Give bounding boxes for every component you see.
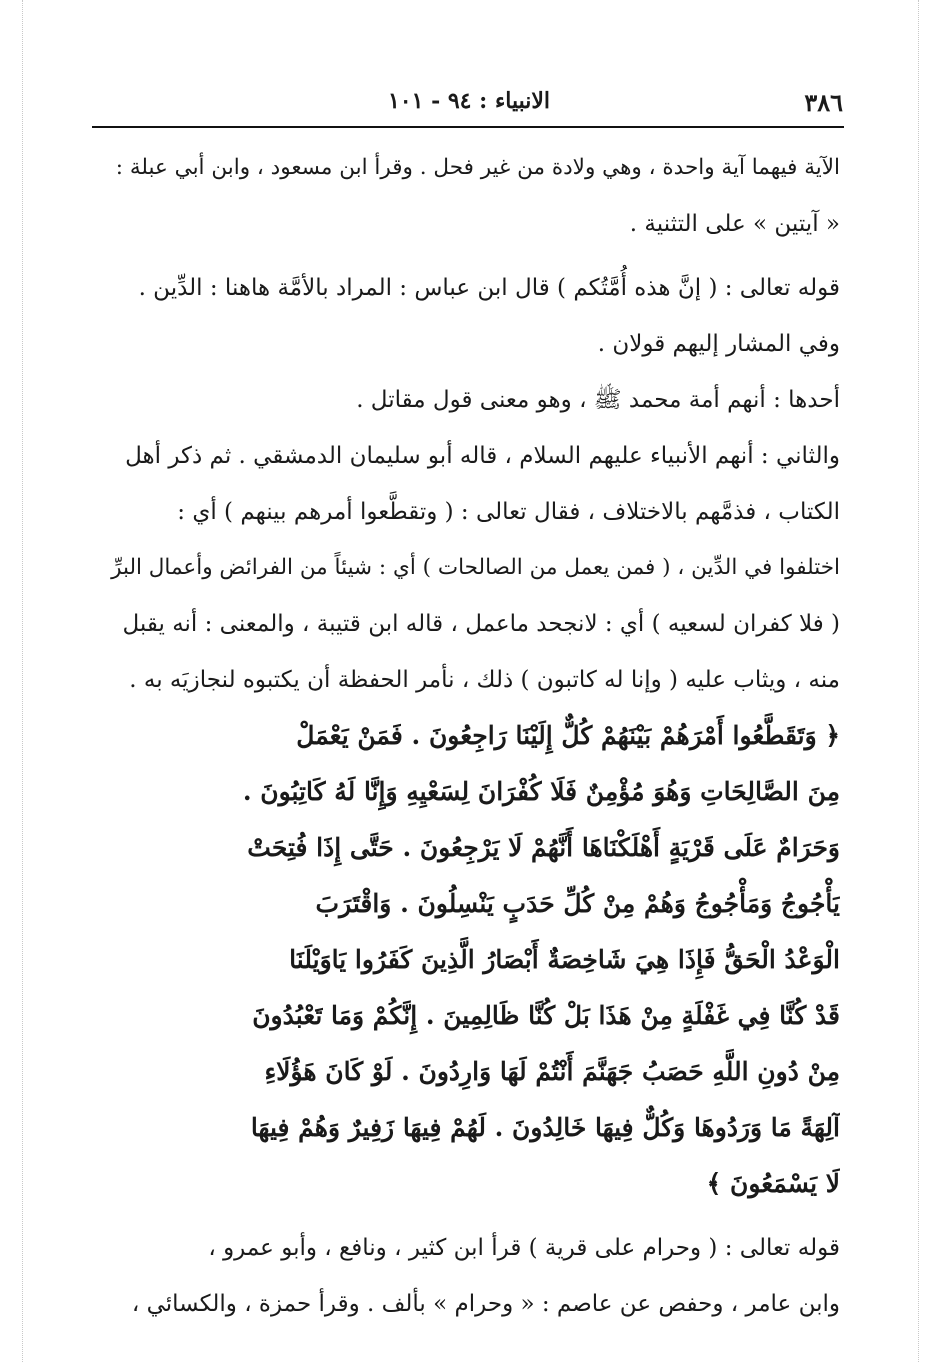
scan-edge-right: [918, 0, 919, 1362]
quran-verse-line: قَدْ كُنَّا فِي غَفْلَةٍ مِنْ هَذَا بَلْ كُنَّا ظَالِمِينَ . إِنَّكُمْ وَمَا تَعْبُدُونَ: [252, 1001, 840, 1030]
text-line: اختلفوا في الدِّين ، ( فمن يعمل من الصالحات ) أي : شيئاً من الفرائض وأعمال البرِّ: [111, 555, 840, 580]
quran-verse-line: آلِهَةً مَا وَرَدُوهَا وَكُلٌّ فِيهَا خَالِدُونَ . لَهُمْ فِيهَا زَفِيرٌ وَهُمْ فِيهَا: [250, 1113, 840, 1142]
text-line: والثاني : أنهم الأنبياء عليهم السلام ، قاله أبو سليمان الدمشقي . ثم ذكر أهل: [125, 443, 840, 469]
page-number: ٣٨٦: [804, 88, 843, 117]
text-line: وفي المشار إليهم قولان .: [597, 331, 840, 357]
running-title: الانبياء : ٩٤ - ١٠١: [387, 88, 551, 114]
quran-verse-line: مِنَ الصَّالِحَاتِ وَهُوَ مُؤْمِنٌ فَلَا كُفْرَانَ لِسَعْيِهِ وَإِنَّا لَهُ كَاتِبُونَ .: [242, 777, 840, 806]
quran-verse-line: ﴿ وَتَقَطَّعُوا أَمْرَهُمْ بَيْنَهُمْ كُلٌّ إِلَيْنَا رَاجِعُونَ . فَمَنْ يَعْمَلْ: [296, 721, 840, 750]
text-line: الكتاب ، فذمَّهم بالاختلاف ، فقال تعالى : ( وتقطَّعوا أمرهم بينهم ) أي :: [177, 499, 840, 525]
text-line: وابن عامر ، وحفص عن عاصم : « وحرام » بألف . وقرأ حمزة ، والكسائي ،: [131, 1291, 840, 1317]
text-line: قوله تعالى : ( إنَّ هذه أُمَّتُكم ) قال ابن عباس : المراد بالأمَّة هاهنا : الدِّين .: [138, 275, 840, 301]
quran-verse-line: وَحَرَامٌ عَلَى قَرْيَةٍ أَهْلَكْنَاهَا أَنَّهُمْ لَا يَرْجِعُونَ . حَتَّى إِذَا فُتِحَتْ: [247, 833, 840, 862]
text-line: « آيتين » على التثنية .: [629, 211, 840, 237]
scan-edge-left: [22, 0, 23, 1362]
text-line: أحدها : أنهم أمة محمد ﷺ ، وهو معنى قول مقاتل .: [356, 387, 840, 413]
page-body: [100, 140, 840, 1332]
quran-verse-line: الْوَعْدُ الْحَقُّ فَإِذَا هِيَ شَاخِصَةٌ أَبْصَارُ الَّذِينَ كَفَرُوا يَاوَيْلَنَا: [289, 945, 840, 974]
text-line: ( فلا كفران لسعيه ) أي : لانجحد ماعمل ، قاله ابن قتيبة ، والمعنى : أنه يقبل: [122, 611, 840, 637]
quran-verse-line: لَا يَسْمَعُونَ ﴾: [706, 1169, 840, 1198]
text-line: قوله تعالى : ( وحرام على قرية ) قرأ ابن كثير ، ونافع ، وأبو عمرو ،: [208, 1235, 840, 1261]
header-rule: [92, 126, 844, 128]
text-line: منه ، ويثاب عليه ( وإنا له كاتبون ) ذلك ، نأمر الحفظة أن يكتبوه لنجازيَه به .: [129, 667, 840, 693]
quran-verse-line: يَأْجُوجُ وَمَأْجُوجُ وَهُمْ مِنْ كُلِّ حَدَبٍ يَنْسِلُونَ . وَاقْتَرَبَ: [315, 889, 840, 918]
quran-verse-line: مِنْ دُونِ اللَّهِ حَصَبُ جَهَنَّمَ أَنْتُمْ لَهَا وَارِدُونَ . لَوْ كَانَ هَؤُلَاءِ: [264, 1057, 840, 1086]
page-header: [95, 88, 843, 122]
text-line: الآية فيهما آية واحدة ، وهي ولادة من غير فحل . وقرأ ابن مسعود ، وابن أبي عبلة :: [115, 155, 840, 180]
